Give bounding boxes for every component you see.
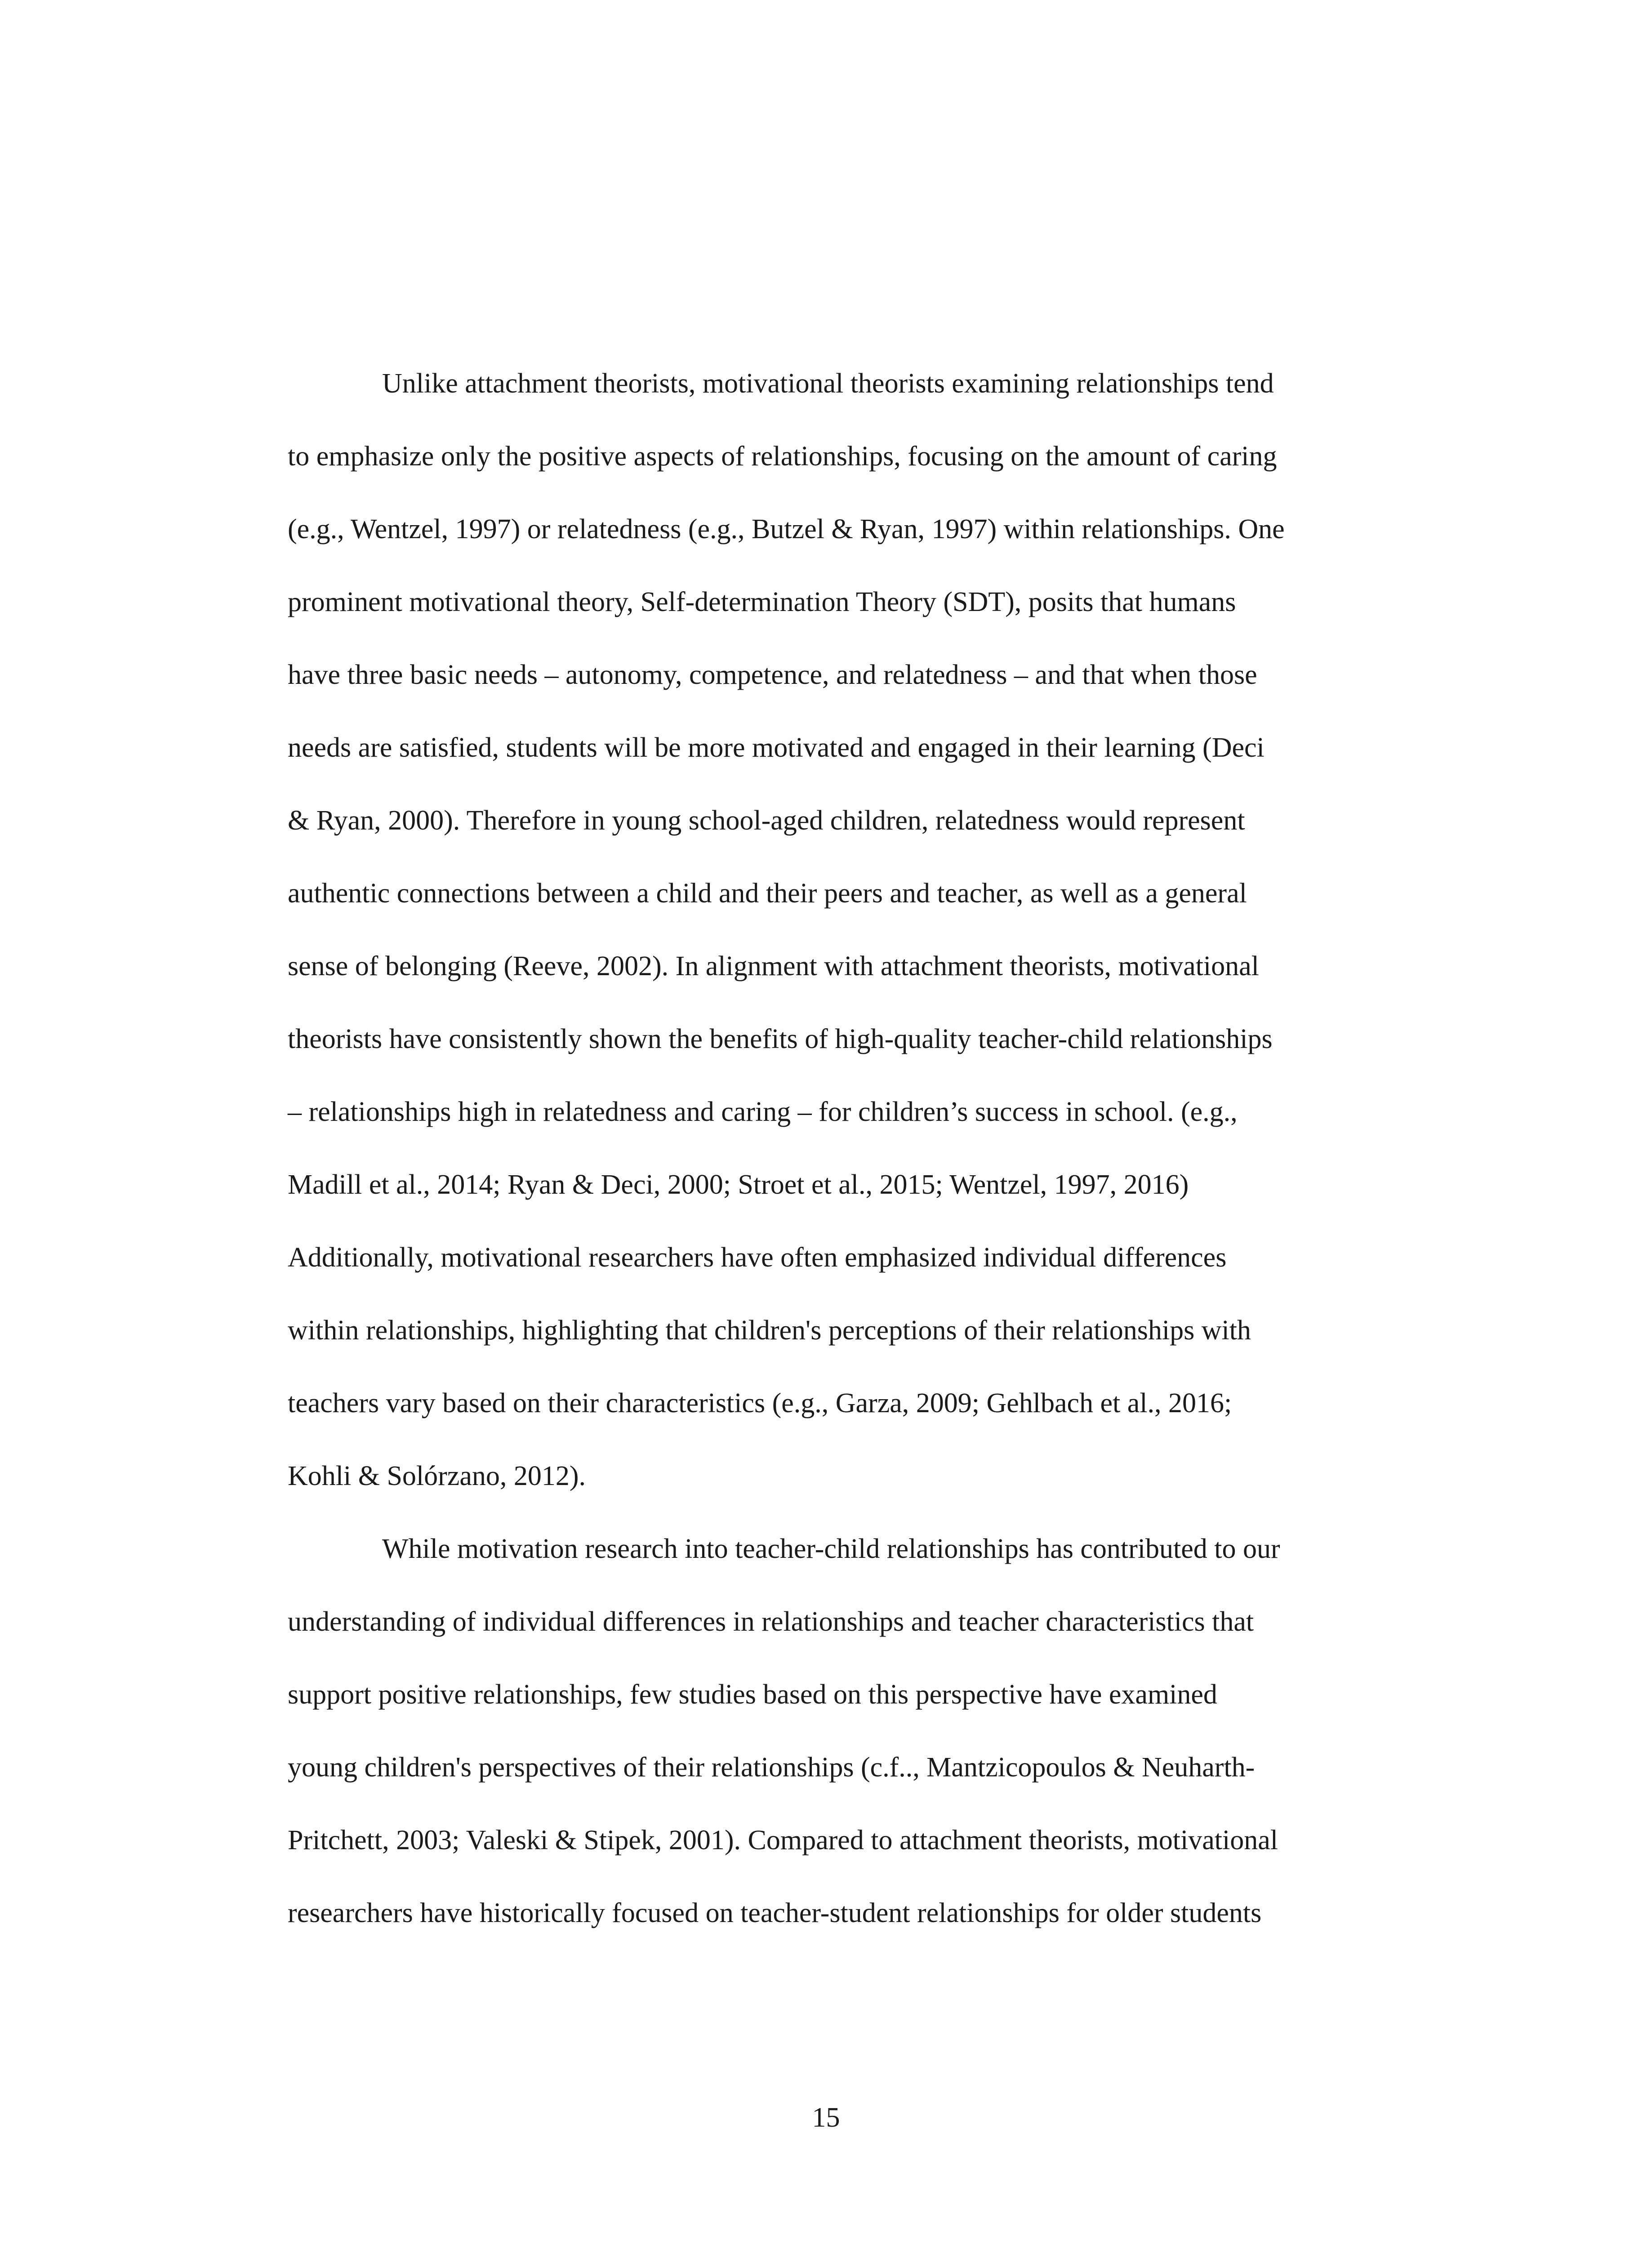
paragraph-2-line-2: understanding of individual differences in relationships and teacher characteristics that	[288, 1606, 1254, 1637]
paragraph-2-line-1: While motivation research into teacher-child relationships has contributed to our	[382, 1534, 1280, 1564]
paragraph-2-line-4: young children's perspectives of their relationships (c.f.., Mantzicopoulos & Neuharth-	[288, 1752, 1255, 1783]
paragraph-1-line-11: – relationships high in relatedness and caring – for children’s success in school. (e.g.,	[288, 1097, 1238, 1127]
paragraph-1-line-5: have three basic needs – autonomy, competence, and relatedness – and that when those	[288, 660, 1257, 690]
paragraph-1-line-1: Unlike attachment theorists, motivational theorists examining relationships tend	[382, 368, 1274, 399]
paragraph-1-line-10: theorists have consistently shown the benefits of high-quality teacher-child relationships	[288, 1024, 1273, 1054]
paragraph-2-line-6: researchers have historically focused on teacher-student relationships for older students	[288, 1898, 1262, 1928]
paragraph-1-line-8: authentic connections between a child and their peers and teacher, as well as a general	[288, 878, 1247, 909]
paragraph-2-line-3: support positive relationships, few studies based on this perspective have examined	[288, 1679, 1217, 1710]
paragraph-2-line-5: Pritchett, 2003; Valeski & Stipek, 2001). Compared to attachment theorists, motivational	[288, 1825, 1278, 1855]
paragraph-1-line-6: needs are satisfied, students will be more motivated and engaged in their learning (Deci	[288, 732, 1265, 763]
paragraph-1-line-13: Additionally, motivational researchers have often emphasized individual differences	[288, 1242, 1227, 1273]
page-number: 15	[812, 2102, 840, 2133]
paragraph-1-line-9: sense of belonging (Reeve, 2002). In alignment with attachment theorists, motivational	[288, 951, 1259, 981]
paragraph-1-line-16: Kohli & Solórzano, 2012).	[288, 1461, 586, 1491]
paragraph-1-line-3: (e.g., Wentzel, 1997) or relatedness (e.g., Butzel & Ryan, 1997) within relationships. One	[288, 514, 1285, 544]
paragraph-1-line-4: prominent motivational theory, Self-determination Theory (SDT), posits that humans	[288, 587, 1236, 617]
paragraph-1-line-12: Madill et al., 2014; Ryan & Deci, 2000; Stroet et al., 2015; Wentzel, 1997, 2016)	[288, 1169, 1189, 1200]
paragraph-1-line-14: within relationships, highlighting that children's perceptions of their relationships with	[288, 1315, 1251, 1346]
paragraph-1-line-2: to emphasize only the positive aspects of relationships, focusing on the amount of caring	[288, 441, 1277, 472]
paragraph-1-line-15: teachers vary based on their characteristics (e.g., Garza, 2009; Gehlbach et al., 2016;	[288, 1388, 1232, 1418]
paragraph-1-line-7: & Ryan, 2000). Therefore in young school-aged children, relatedness would represent	[288, 805, 1245, 836]
